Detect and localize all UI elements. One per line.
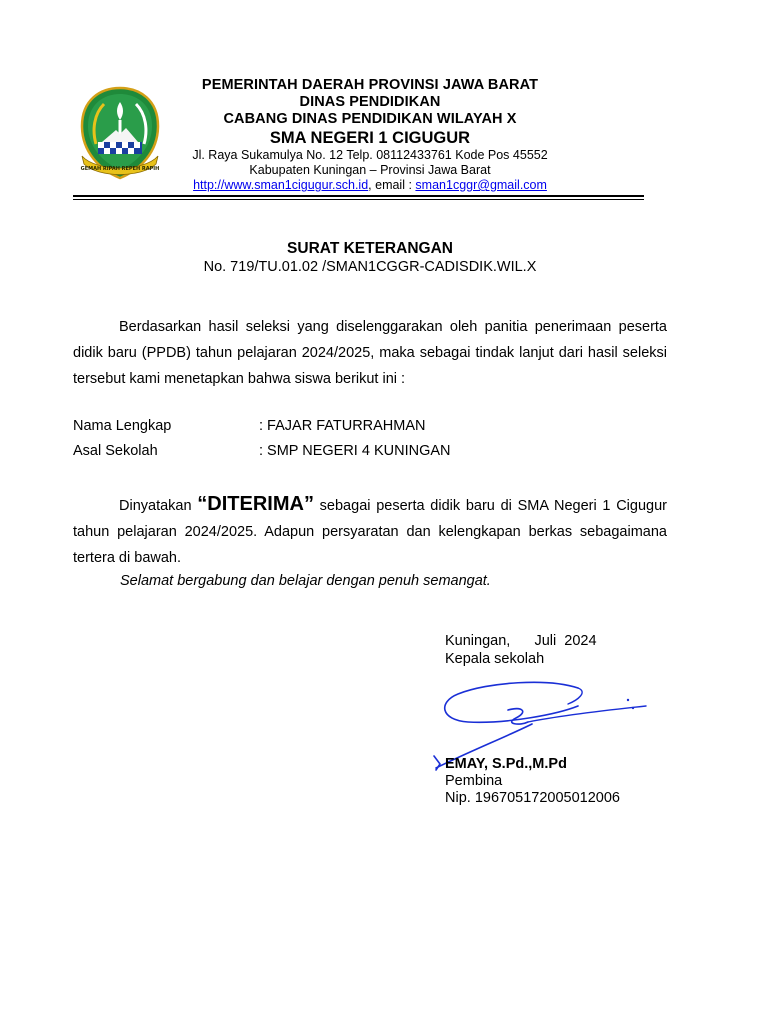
acceptance-status: “DITERIMA” (197, 493, 314, 515)
letterhead-rule-thick (73, 195, 644, 197)
jawa-barat-crest-icon (76, 86, 164, 182)
letterhead (170, 77, 570, 193)
letter-number: No. 719/TU.01.02 /SMAN1CGGR-CADISDIK.WIL.X (203, 259, 537, 275)
school-address: Jl. Raya Sukamulya No. 12 Telp. 08112433761 Kode Pos 45552 (192, 148, 548, 162)
letter-title: SURAT KETERANGAN (287, 240, 453, 257)
decision-prefix: Dinyatakan (119, 498, 198, 514)
place-date: Kuningan, Juli 2024 (445, 633, 597, 649)
branch-office-name: CABANG DINAS PENDIDIKAN WILAYAH X (223, 111, 517, 127)
signer-rank: Pembina (445, 773, 503, 789)
email-link[interactable]: sman1cggr@gmail.com (415, 178, 547, 192)
contact-line (170, 178, 570, 193)
decision-suffix: sebagai peserta didik baru di SMA Negeri 1 Cigugur tahun pelajaran 2024/2025. Adapun persyaratan dan kelengkapan berkas sebagaimana tertera di bawah. (73, 498, 667, 566)
decision-paragraph (73, 491, 667, 571)
crest-motto: GEMAH RIPAH REPEH RAPIH (80, 166, 160, 172)
origin-school-label: Asal Sekolah (73, 443, 158, 459)
intro-paragraph (73, 314, 667, 392)
department-name: DINAS PENDIDIKAN (299, 94, 441, 110)
student-name-label: Nama Lengkap (73, 418, 172, 434)
signer-role: Kepala sekolah (445, 651, 545, 667)
intro-text: Berdasarkan hasil seleksi yang diselenggarakan oleh panitia penerimaan peserta didik baru (PPDB) tahun pelajaran 2024/2025, maka sebagai tindak lanjut dari hasil seleksi tersebut kami menetapkan bahwa siswa berikut ini : (73, 319, 667, 387)
website-link[interactable]: http://www.sman1cigugur.sch.id (193, 178, 369, 192)
origin-school-value: : SMP NEGERI 4 KUNINGAN (259, 443, 451, 459)
government-name: PEMERINTAH DAERAH PROVINSI JAWA BARAT (201, 77, 539, 93)
signer-name: EMAY, S.Pd.,M.Pd (445, 756, 567, 772)
school-region: Kabupaten Kuningan – Provinsi Jawa Barat (249, 163, 491, 177)
student-name-value: : FAJAR FATURRAHMAN (259, 418, 426, 434)
letterhead-rule-thin (73, 199, 644, 200)
school-name: SMA NEGERI 1 CIGUGUR (269, 129, 471, 147)
email-label: , email : (368, 178, 416, 192)
closing-remark: Selamat bergabung dan belajar dengan penuh semangat. (120, 573, 491, 589)
signer-nip: Nip. 196705172005012006 (445, 790, 620, 806)
